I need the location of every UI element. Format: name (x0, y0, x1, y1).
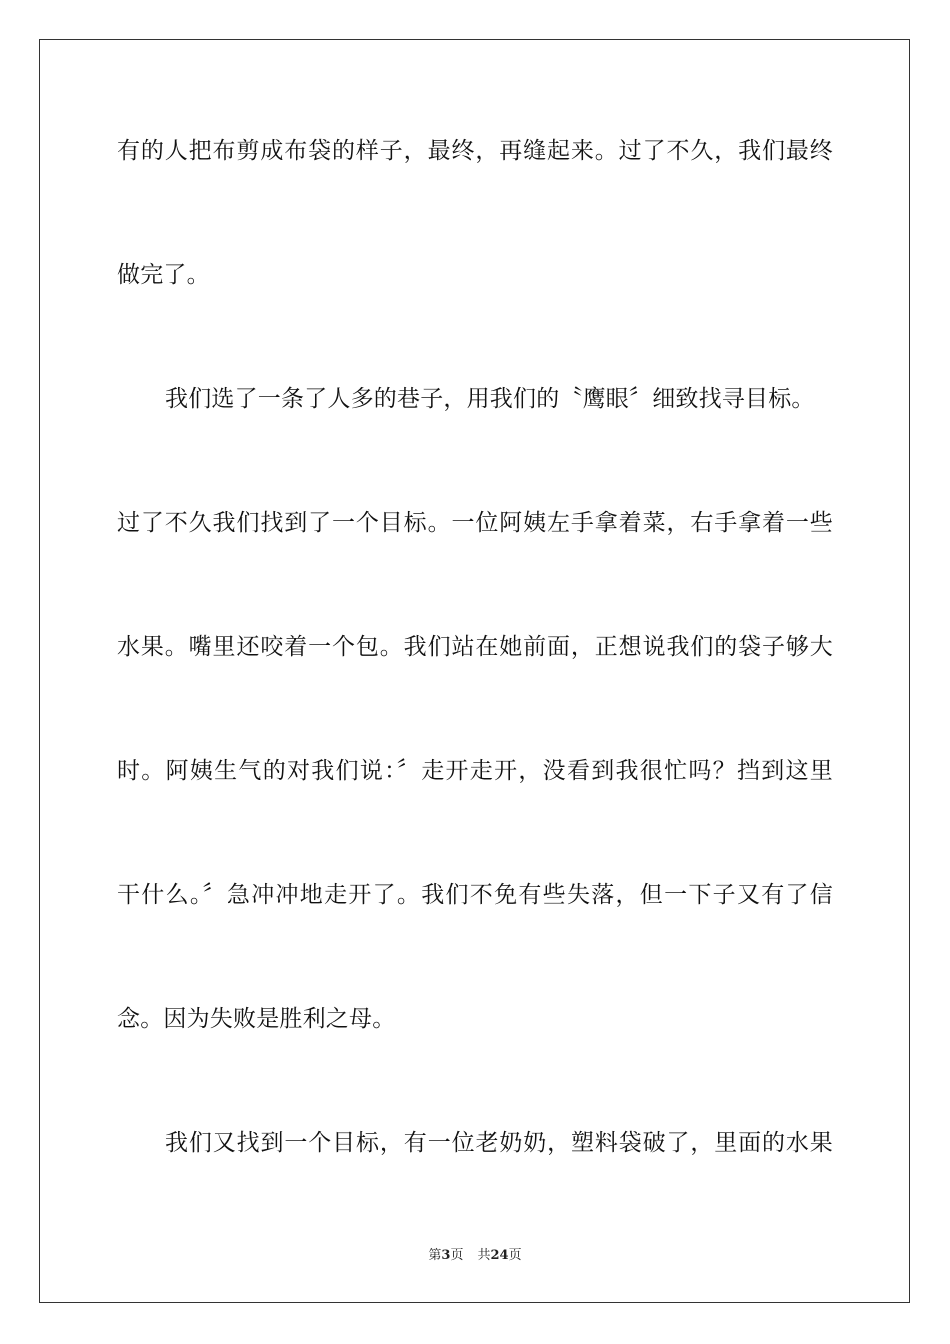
page-border (39, 39, 910, 1303)
paragraph-line-7: 干什么。〞急冲冲地走开了。我们不免有些失落，但一下子又有了信 (117, 882, 833, 908)
page-footer (0, 1247, 950, 1265)
paragraph-line-8: 念。因为失败是胜利之母。 (117, 1006, 396, 1032)
total-suffix: 页 (508, 1248, 522, 1263)
paragraph-line-6: 时。阿姨生气的对我们说：〞走开走开，没看到我很忙吗？挡到这里 (117, 758, 833, 784)
total-pages: 24 (490, 1248, 509, 1263)
paragraph-line-1: 有的人把布剪成布袋的样子，最终，再缝起来。过了不久，我们最终 (117, 138, 833, 164)
paragraph-line-2: 做完了。 (117, 262, 210, 288)
paragraph-line-9: 我们又找到一个目标，有一位老奶奶，塑料袋破了，里面的水果 (165, 1130, 833, 1156)
page-prefix: 第 (428, 1248, 442, 1263)
paragraph-line-4: 过了不久我们找到了一个目标。一位阿姨左手拿着菜，右手拿着一些 (117, 510, 833, 536)
page-suffix: 页 (450, 1248, 464, 1263)
paragraph-line-3: 我们选了一条了人多的巷子，用我们的〝鹰眼〞细致找寻目标。 (165, 386, 815, 412)
page-number: 3 (441, 1248, 451, 1263)
paragraph-line-5: 水果。嘴里还咬着一个包。我们站在她前面，正想说我们的袋子够大 (117, 634, 833, 660)
total-prefix: 共 (477, 1248, 491, 1263)
